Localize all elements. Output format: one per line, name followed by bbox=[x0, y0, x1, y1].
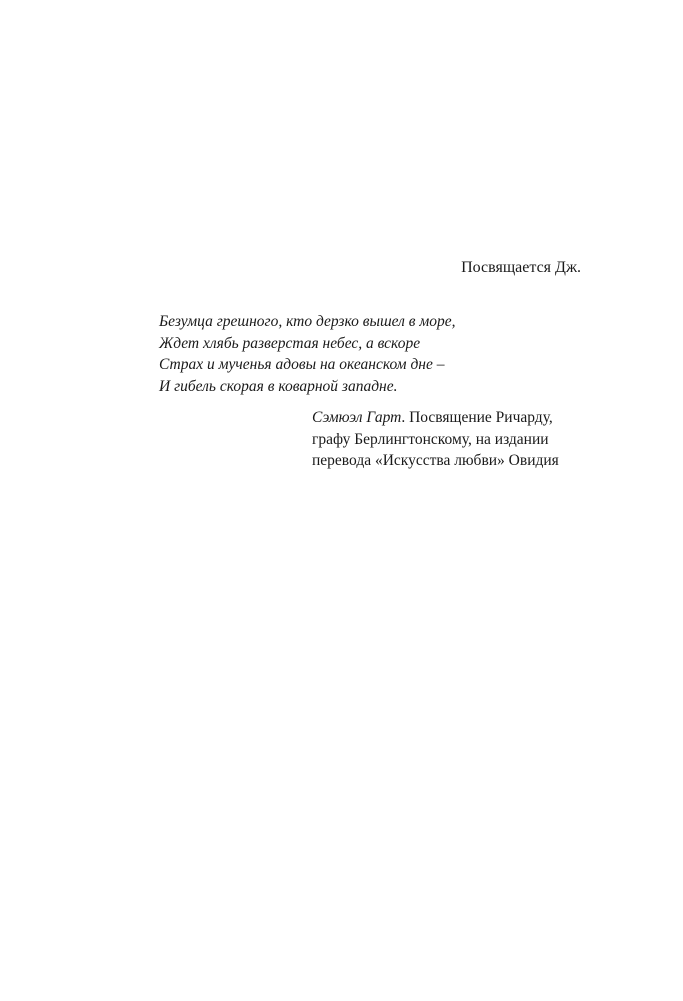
poem-line: И гибель скорая в коварной западне. bbox=[159, 377, 398, 395]
attribution-line bbox=[312, 407, 559, 429]
epigraph-poem bbox=[159, 311, 456, 397]
epigraph-attribution bbox=[312, 407, 559, 472]
attribution-author: Сэмюэл Гарт bbox=[312, 409, 402, 426]
poem-line: Страх и мученья адовы на океанском дне – bbox=[159, 356, 445, 373]
dedication bbox=[461, 258, 581, 278]
attribution-line: графу Берлингтонскому, на издании bbox=[312, 430, 549, 448]
poem-line: Ждет хлябь разверстая небес, а вскоре bbox=[159, 334, 421, 352]
dedication-text: Посвящается Дж. bbox=[461, 259, 581, 276]
attribution-title-start: . Посвящение Ричарду, bbox=[401, 409, 553, 426]
poem-line: Безумца грешного, кто дерзко вышел в море, bbox=[159, 313, 456, 330]
attribution-line: перевода «Искусства любви» Овидия bbox=[312, 452, 559, 469]
